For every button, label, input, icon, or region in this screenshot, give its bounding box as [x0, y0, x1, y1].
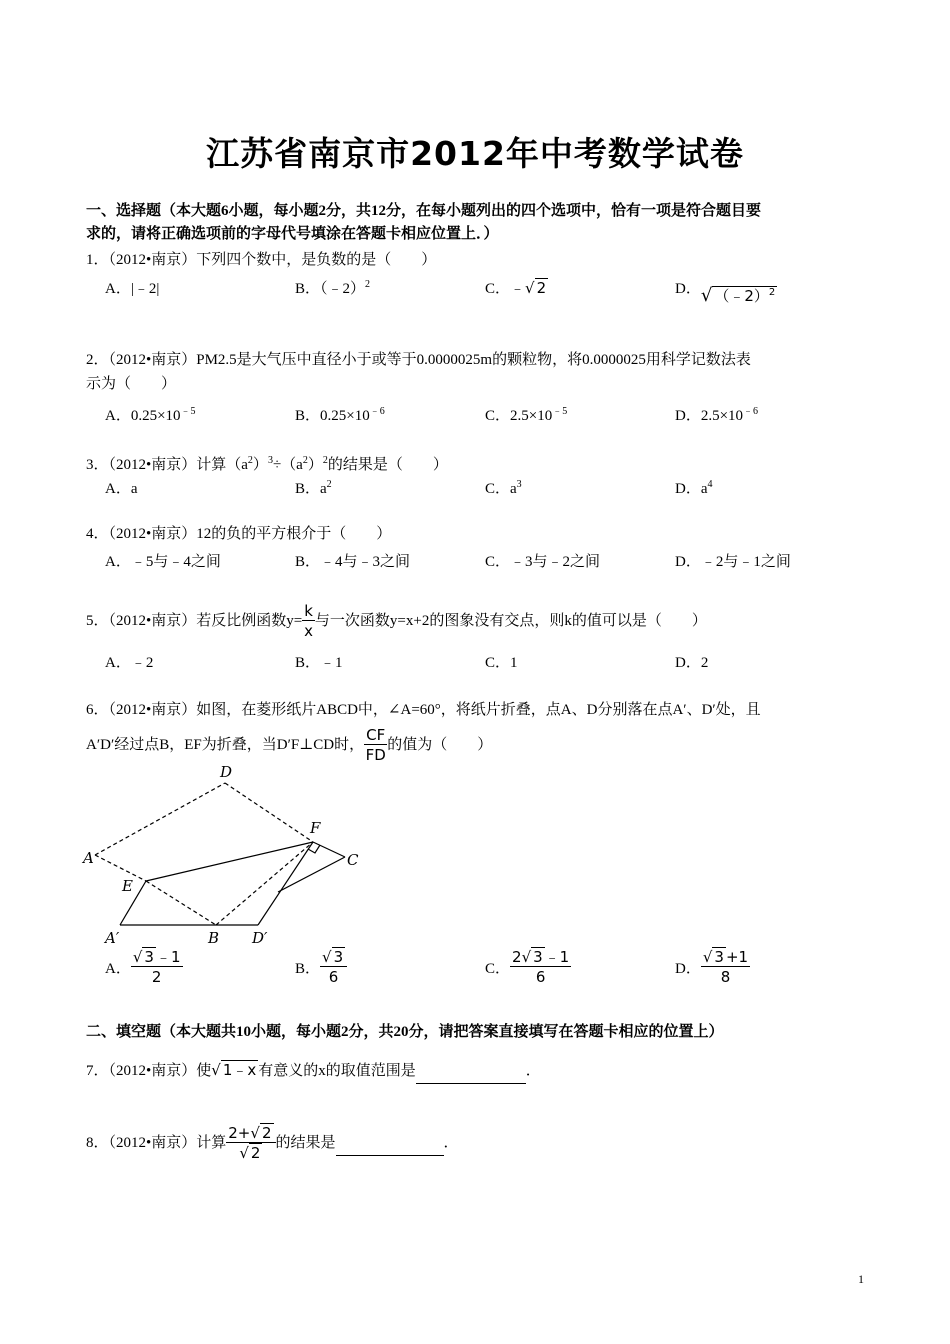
dashed-edge-DF — [225, 783, 313, 842]
q4-option-a: A．﹣5与﹣4之间 — [105, 554, 221, 570]
q5-option-d: D．2 — [675, 655, 709, 671]
q1-option-b: B．（﹣2）$^2$ — [295, 279, 371, 297]
q3-option-b: B．$a^2$ — [295, 479, 332, 497]
label-A-prime: A′ — [105, 929, 120, 947]
q1-stem: 1．（2012•南京）下列四个数中，是负数的是（ ） — [86, 252, 437, 268]
label-E: E — [122, 877, 133, 895]
q1-option-a: A．|﹣2| — [105, 281, 160, 297]
q8-fraction: $\frac{2+√ 2}{√ 2}$ — [226, 1124, 275, 1163]
q2-option-c: C．$2.5\times 10^{﹣5}$ — [485, 406, 568, 424]
q2-line2: 示为（ ） — [86, 376, 177, 392]
edge-C-side — [278, 857, 345, 892]
q7-answer-blank[interactable] — [416, 1059, 526, 1084]
section1-line1: 一、选择题（本大题6小题，每小题2分，共12分，在每小题列出的四个选项中，恰有一项是符合题目要 — [86, 203, 762, 219]
q2-option-d: D．$2.5\times 10^{﹣6}$ — [675, 406, 759, 424]
q6-line1: 6．（2012•南京）如图，在菱形纸片ABCD中，∠A=60°，将纸片折叠，点A、D分别落在点A′、D′处，且 — [86, 702, 761, 718]
page-number: 1 — [858, 1272, 864, 1286]
dashed-fold-line — [216, 842, 313, 925]
q6-option-a: A． $\frac{√ 3 ﹣1}{2}$ — [105, 948, 181, 986]
dashed-edge-AD — [95, 783, 225, 855]
label-F: F — [310, 819, 321, 837]
q3-option-d: D．$a^4$ — [675, 479, 713, 497]
label-A: A — [83, 849, 94, 867]
label-C: C — [347, 851, 359, 869]
dashed-edge-AE — [95, 855, 146, 881]
q6-option-c: C． $\frac{2√ 3 ﹣1}{6}$ — [485, 948, 570, 986]
q6-line2: A′D′经过点B，EF为折叠，当D′F⊥CD时， $\frac{CF}{FD}$ 的值为（ ） — [86, 726, 493, 764]
q5-option-b: B．﹣1 — [295, 655, 343, 671]
edge-D1F — [258, 842, 313, 925]
q3-option-a: A．a — [105, 481, 138, 497]
q2-line1: 2．（2012•南京）PM2.5是大气压中直径小于或等于0.0000025m的颗粒物，将0.0000025用科学记数法表 — [86, 352, 751, 368]
q8-stem: 8．（2012•南京）计算 $\frac{2+√ 2}{√ 2}$ 的结果是 ． — [86, 1124, 459, 1162]
q2-option-b: B．$0.25\times 10^{﹣6}$ — [295, 406, 385, 424]
q4-option-c: C．﹣3与﹣2之间 — [485, 554, 601, 570]
dashed-edge-EB — [146, 881, 216, 925]
q2-stem — [86, 348, 751, 396]
q8-answer-blank[interactable] — [336, 1131, 444, 1156]
label-D: D — [220, 765, 233, 781]
label-B: B — [208, 929, 220, 947]
q2-option-a: A．$0.25\times 10^{﹣5}$ — [105, 406, 196, 424]
q6-option-b: B． $\frac{√ 3}{6}$ — [295, 948, 347, 987]
q1-option-c: C．﹣√ 2 — [485, 279, 547, 297]
q1-option-d: D．√ （﹣2）$^2$ — [675, 281, 776, 306]
q5-option-c: C．1 — [485, 655, 518, 671]
q5-option-a: A．﹣2 — [105, 655, 154, 671]
q4-stem: 4．（2012•南京）12的负的平方根介于（ ） — [86, 526, 392, 542]
q5-stem: 5．（2012•南京）若反比例函数y= $\frac{k}{x}$ 与一次函数y=x+2的图象没有交点，则k的值可以是（ ） — [86, 602, 707, 640]
q7-radical: √ 1﹣x — [211, 1061, 257, 1079]
q6-option-d: D． $\frac{√ 3 +1}{8}$ — [675, 948, 749, 986]
label-D-prime: D′ — [252, 929, 268, 947]
q7-stem: 7．（2012•南京）使√ 1﹣x 有意义的x的取值范围是 ． — [86, 1058, 541, 1084]
q4-option-d: D．﹣2与﹣1之间 — [675, 554, 791, 570]
q6-fraction: $\frac{CF}{FD}$ — [365, 726, 386, 764]
q3-option-c: C．$a^3$ — [485, 479, 522, 497]
section2-heading: 二、填空题（本大题共10小题，每小题2分，共20分，请把答案直接填写在答题卡相应的位置上） — [86, 1024, 724, 1040]
rhombus-fold-figure — [80, 765, 380, 950]
section1-heading — [86, 200, 761, 246]
page-title: 江苏省南京市2012年中考数学试卷 — [206, 134, 744, 173]
q3-stem: 3．（2012•南京）计算$(a^2)^3\div(a^2)^2$的结果是（ ） — [86, 455, 448, 473]
q4-option-b: B．﹣4与﹣3之间 — [295, 554, 411, 570]
q5-fraction: $\frac{k}{x}$ — [304, 602, 313, 640]
edge-EF — [146, 842, 313, 881]
section1-line2: 求的，请将正确选项前的字母代号填涂在答题卡相应位置上．） — [86, 226, 499, 242]
